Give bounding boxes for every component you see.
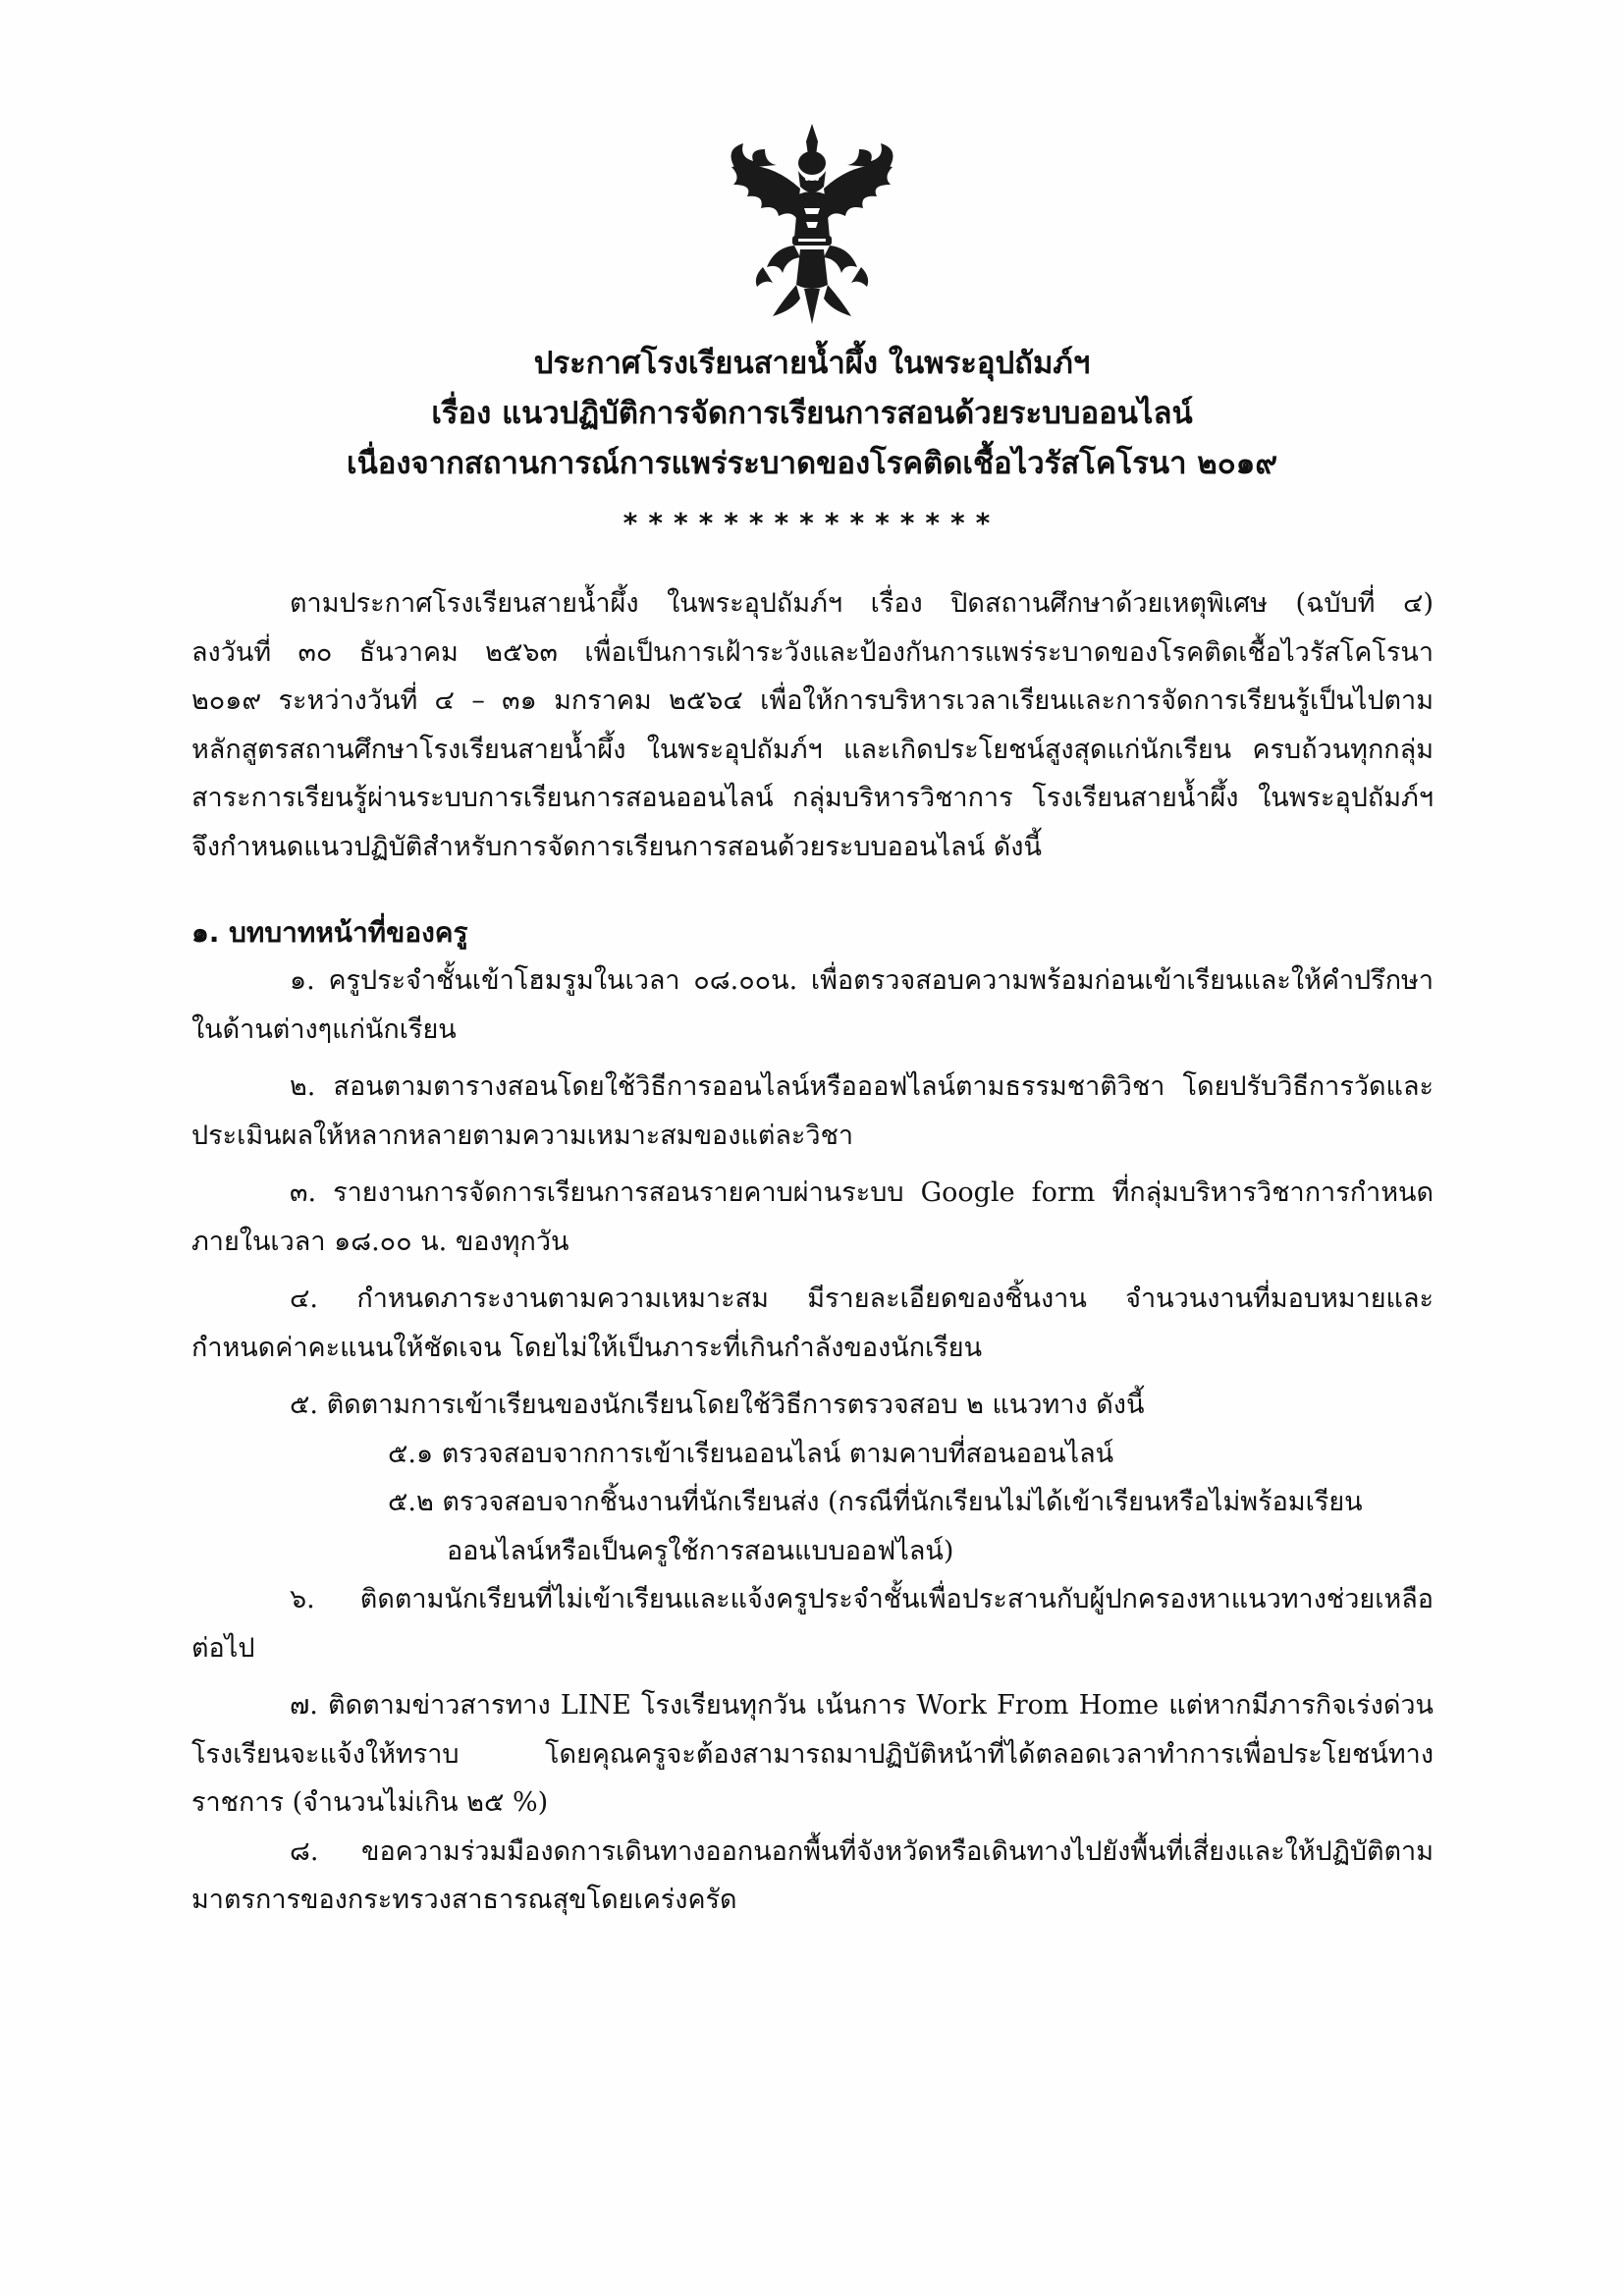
list-item-line: ๒. สอนตามตารางสอนโดยใช้วิธีการออนไลน์หรือออฟไลน์ตามธรรมชาติวิชา โดยปรับวิธีการวัดและ	[290, 1071, 1434, 1102]
list-item	[191, 1828, 1434, 1925]
intro-line: ลงวันที่ ๓๐ ธันวาคม ๒๕๖๓ เพื่อเป็นการเฝ้าระวังและป้องกันการแพร่ระบาดของโรคติดเชื้อไวรัสโคโรนา	[191, 636, 1434, 668]
announcement-header	[0, 339, 1624, 539]
announcement-reason: เนื่องจากสถานการณ์การแพร่ระบาดของโรคติดเชื้อไวรัสโคโรนา ๒๐๑๙	[346, 446, 1278, 481]
list-item-line: ๘. ขอความร่วมมืองดการเดินทางออกนอกพื้นที่จังหวัดหรือเดินทางไปยังพื้นที่เสี่ยงและให้ปฏิบัติตาม	[290, 1835, 1434, 1867]
list-item	[191, 957, 1434, 1054]
intro-line: ตามประกาศโรงเรียนสายน้ำผึ้ง ในพระอุปถัมภ์ฯ เรื่อง ปิดสถานศึกษาด้วยเหตุพิเศษ (ฉบับที่ ๔)	[290, 588, 1434, 619]
garuda-emblem-icon	[714, 120, 910, 328]
sub-item-line: ออนไลน์หรือเป็นครูใช้การสอนแบบออฟไลน์)	[447, 1535, 954, 1566]
list-item-line: ต่อไป	[191, 1632, 255, 1664]
list-item-line: ในด้านต่างๆแก่นักเรียน	[191, 1013, 457, 1045]
sub-item-line: ๕.๒ ตรวจสอบจากชิ้นงานที่นักเรียนส่ง (กรณีที่นักเรียนไม่ได้เข้าเรียนหรือไม่พร้อมเรียน	[388, 1487, 1363, 1517]
list-item-line: ๖. ติดตามนักเรียนที่ไม่เข้าเรียนและแจ้งครูประจำชั้นเพื่อประสานกับผู้ปกครองหาแนวทางช่วยเหลือ	[290, 1584, 1434, 1614]
section-title: ๑. บทบาทหน้าที่ของครู	[191, 916, 468, 949]
header-separator: ***************	[623, 507, 1001, 539]
list-item	[191, 1381, 1434, 1575]
list-item-line: ประเมินผลให้หลากหลายตามความเหมาะสมของแต่ละวิชา	[191, 1120, 854, 1151]
list-item-line: ๔. กำหนดภาระงานตามความเหมาะสม มีรายละเอียดของชิ้นงาน จำนวนงานที่มอบหมายและ	[290, 1284, 1434, 1314]
intro-line: หลักสูตรสถานศึกษาโรงเรียนสายน้ำผึ้ง ในพระอุปถัมภ์ฯ และเกิดประโยชน์สูงสุดแก่นักเรียน ครบถ้วนทุกกลุ่ม	[191, 734, 1434, 765]
list-item	[191, 1681, 1434, 1828]
list-item-line: ๗. ติดตามข่าวสารทาง LINE โรงเรียนทุกวัน เน้นการ Work From Home แต่หากมีภารกิจเร่งด่วน	[290, 1690, 1434, 1721]
list-item-line: ๑. ครูประจำชั้นเข้าโฮมรูมในเวลา ๐๘.๐๐น. เพื่อตรวจสอบความพร้อมก่อนเข้าเรียนและให้คำปรึกษา	[290, 965, 1434, 996]
list-item	[191, 1575, 1434, 1672]
list-item-line: ราชการ (จำนวนไม่เกิน ๒๕ %)	[191, 1787, 549, 1818]
list-item-line: กำหนดค่าคะแนนให้ชัดเจน โดยไม่ให้เป็นภาระที่เกินกำลังของนักเรียน	[191, 1332, 983, 1363]
list-item	[191, 1169, 1434, 1266]
list-item-line: โรงเรียนจะแจ้งให้ทราบ โดยคุณครูจะต้องสามารถมาปฏิบัติหน้าที่ได้ตลอดเวลาทำการเพื่อประโยชน์ทาง	[191, 1738, 1434, 1770]
announcement-subject: เรื่อง แนวปฏิบัติการจัดการเรียนการสอนด้วยระบบออนไลน์	[431, 396, 1193, 431]
list-item	[191, 1063, 1434, 1160]
intro-line: จึงกำหนดแนวปฏิบัติสำหรับการจัดการเรียนการสอนด้วยระบบออนไลน์ ดังนี้	[191, 831, 1042, 862]
announcement-title: ประกาศโรงเรียนสายน้ำผึ้ง ในพระอุปถัมภ์ฯ	[533, 346, 1091, 381]
list-item	[191, 1275, 1434, 1372]
list-item-line: ๓. รายงานการจัดการเรียนการสอนรายคาบผ่านระบบ Google form ที่กลุ่มบริหารวิชาการกำหนด	[290, 1177, 1434, 1208]
list-item-line: ๕. ติดตามการเข้าเรียนของนักเรียนโดยใช้วิธีการตรวจสอบ ๒ แนวทาง ดังนี้	[290, 1390, 1145, 1420]
intro-line: สาระการเรียนรู้ผ่านระบบการเรียนการสอนออนไลน์ กลุ่มบริหารวิชาการ โรงเรียนสายน้ำผึ้ง ในพระอุปถัมภ์ฯ	[191, 783, 1434, 813]
list-item-line: มาตรการของกระทรวงสาธารณสุขโดยเคร่งครัด	[191, 1885, 737, 1915]
list-item-line: ภายในเวลา ๑๘.๐๐ น. ของทุกวัน	[191, 1226, 569, 1257]
sub-item-line: ๕.๑ ตรวจสอบจากการเข้าเรียนออนไลน์ ตามคาบที่สอนออนไลน์	[388, 1438, 1114, 1469]
intro-paragraph	[191, 579, 1434, 871]
intro-line: ๒๐๑๙ ระหว่างวันที่ ๔ – ๓๑ มกราคม ๒๕๖๔ เพื่อให้การบริหารเวลาเรียนและการจัดการเรียนรู้เป็นไปตาม	[191, 685, 1434, 716]
announcement-body	[191, 579, 1434, 1925]
